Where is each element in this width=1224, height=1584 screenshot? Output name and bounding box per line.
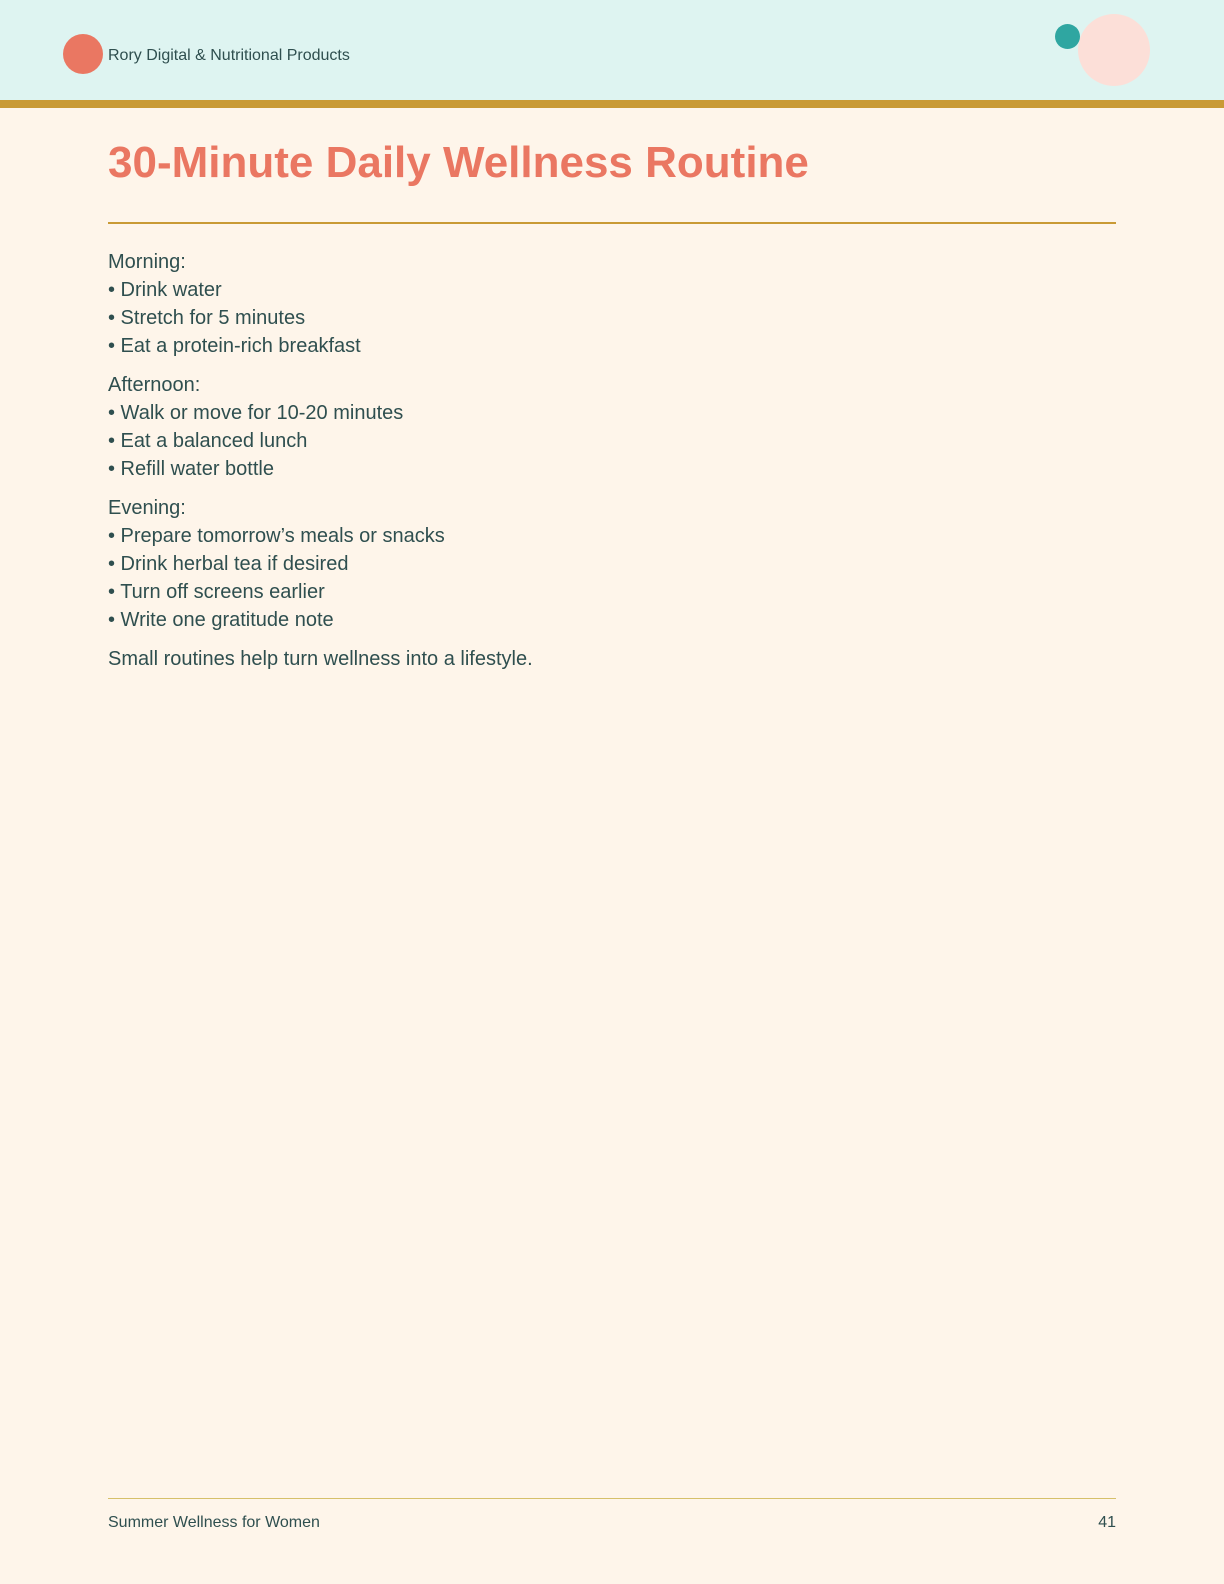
section-heading: Evening: — [108, 497, 186, 519]
section-heading: Morning: — [108, 251, 186, 273]
list-item: • Walk or move for 10-20 minutes — [108, 402, 404, 424]
header-divider — [0, 100, 1224, 108]
section-afternoon — [108, 371, 1116, 483]
list-item: • Eat a protein-rich breakfast — [108, 335, 361, 357]
list-item: • Refill water bottle — [108, 458, 274, 480]
pink-circle-decoration — [1078, 14, 1150, 86]
page-number: 41 — [1098, 1514, 1116, 1531]
section-morning — [108, 248, 1116, 360]
list-item: • Write one gratitude note — [108, 609, 334, 631]
brand-name: Rory Digital & Nutritional Products — [108, 47, 350, 64]
section-evening — [108, 494, 1116, 634]
section-heading: Afternoon: — [108, 374, 201, 396]
footer-publication-title: Summer Wellness for Women — [108, 1514, 320, 1531]
footer-divider — [108, 1498, 1116, 1499]
page-title: 30-Minute Daily Wellness Routine — [108, 138, 809, 187]
page-header — [0, 0, 1224, 100]
list-item: • Turn off screens earlier — [108, 581, 325, 603]
list-item: • Stretch for 5 minutes — [108, 307, 306, 329]
list-item: • Prepare tomorrow’s meals or snacks — [108, 525, 445, 547]
list-item: • Drink herbal tea if desired — [108, 553, 349, 575]
list-item: • Drink water — [108, 279, 222, 301]
closing-statement: Small routines help turn wellness into a lifestyle. — [108, 648, 533, 670]
teal-circle-decoration — [1055, 24, 1080, 49]
list-item: • Eat a balanced lunch — [108, 430, 308, 452]
title-divider — [108, 222, 1116, 224]
coral-circle-decoration — [63, 34, 103, 74]
routine-content — [108, 248, 1116, 673]
